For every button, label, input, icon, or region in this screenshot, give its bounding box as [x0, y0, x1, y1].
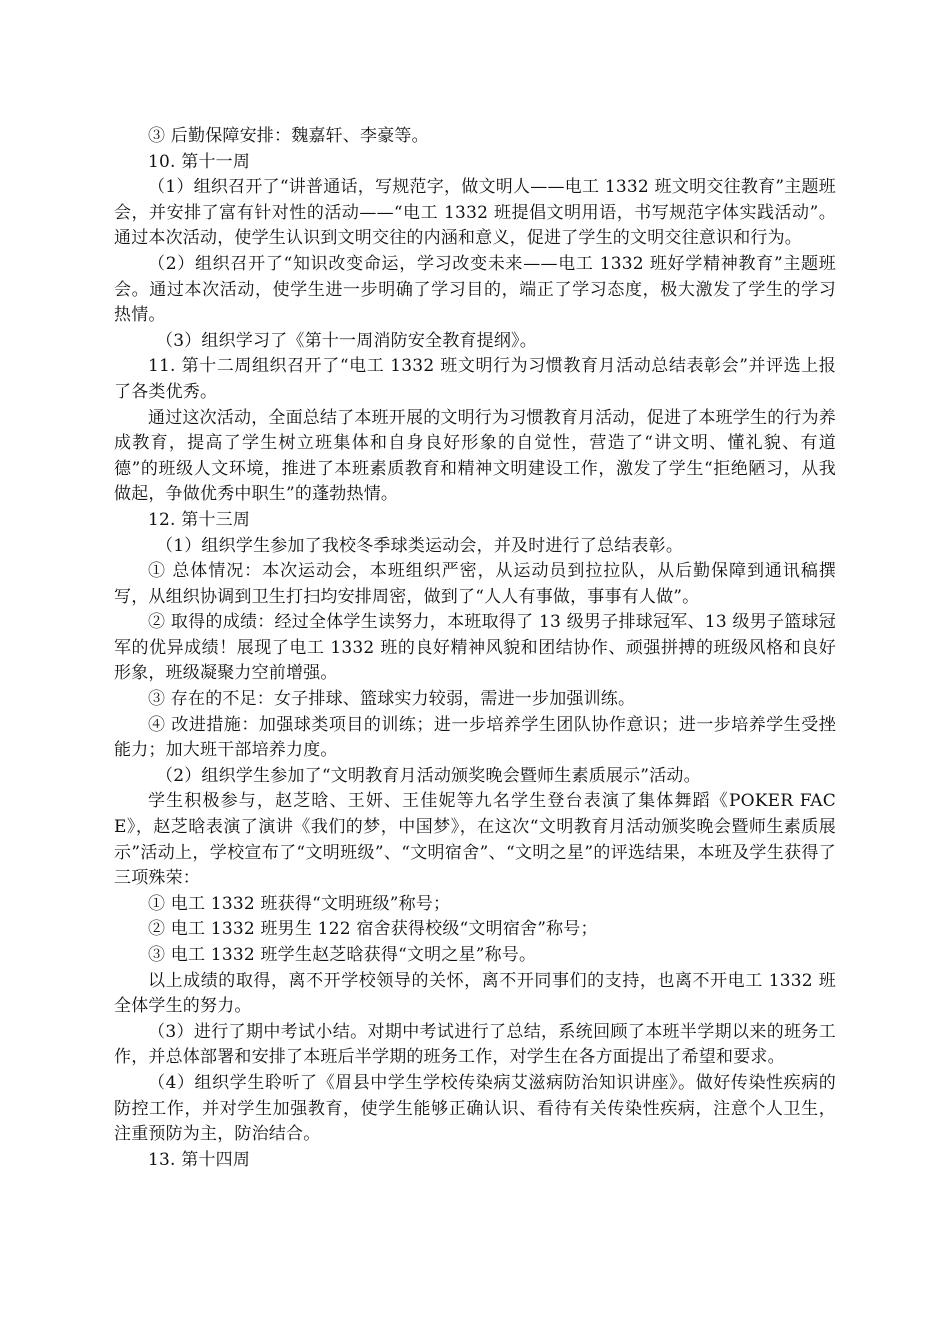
paragraph: （1）组织学生参加了我校冬季球类运动会，并及时进行了总结表彰。 [156, 535, 684, 556]
list-item: ① 总体情况：本次运动会，本班组织严密，从运动员到拉拉队，从后勤保障到通讯稿撰写，从组织协调到卫生打扫均安排周密，做到了“人人有事做，事事有人做”。 [114, 561, 836, 607]
paragraph: （1）组织召开了“讲普通话，写规范字，做文明人——电工 1332 班文明交往教育”主题班会，并安排了富有针对性的活动——“电工 1332 班提倡文明用语，书写规范字体实践活动”。通过本次活动，使学生认识到文明交往的内涵和意义，促进了学生的文明交往意识和行为。 [114, 177, 836, 249]
paragraph: （4）组织学生聆听了《眉县中学生学校传染病艾滋病防治知识讲座》。做好传染性疾病的防控工作，并对学生加强教育，使学生能够正确认识、看待有关传染性疾病，注意个人卫生，注重预防为主，防治结合。 [114, 1072, 836, 1145]
paragraph: （2）组织学生参加了“文明教育月活动颁奖晚会暨师生素质展示”活动。 [156, 765, 701, 786]
list-item: ① 电工 1332 班获得“文明班级”称号； [148, 893, 451, 914]
list-item: ② 取得的成绩：经过全体学生读努力，本班取得了 13 级男子排球冠军、13 级男子篮球冠军的优异成绩！展现了电工 1332 班的良好精神风貌和团结协作、顽强拼搏的班级风格和良好形象，班级凝聚力空前增强。 [114, 612, 836, 684]
section-heading: 12. 第十三周 [148, 509, 251, 530]
section-heading: 11. 第十二周组织召开了“电工 1332 班文明行为习惯教育月活动总结表彰会”并评选上报了各类优秀。 [114, 356, 836, 402]
paragraph: （3）进行了期中考试小结。对期中考试进行了总结，系统回顾了本班半学期以来的班务工作，并总体部署和安排了本班后半学期的班务工作，对学生在各方面提出了希望和要求。 [114, 1021, 836, 1068]
section-heading: 10. 第十一周 [148, 151, 251, 172]
section-heading: 13. 第十四周 [148, 1149, 251, 1170]
paragraph: 通过这次活动，全面总结了本班开展的文明行为习惯教育月活动，促进了本班学生的行为养成教育，提高了学生树立班集体和自身良好形象的自觉性，营造了“讲文明、懂礼貌、有道德”的班级人文环境，推进了本班素质教育和精神文明建设工作，激发了学生“拒绝陋习，从我做起，争做优秀中职生”的蓬勃热情。 [114, 407, 836, 505]
list-item: ③ 电工 1332 班学生赵芝晗获得“文明之星”称号。 [148, 945, 537, 965]
paragraph: （3）组织学习了《第十一周消防安全教育提纲》。 [156, 330, 537, 351]
list-item: ② 电工 1332 班男生 122 宿舍获得校级“文明宿舍”称号； [148, 919, 598, 940]
paragraph: 以上成绩的取得，离不开学校领导的关怀，离不开同事们的支持，也离不开电工 1332 班全体学生的努力。 [114, 970, 836, 1017]
list-item: ③ 存在的不足：女子排球、篮球实力较弱，需进一步加强训练。 [148, 689, 636, 710]
paragraph: ③ 后勤保障安排：魏嘉轩、李豪等。 [148, 126, 429, 146]
paragraph: （2）组织召开了“知识改变命运，学习改变未来——电工 1332 班好学精神教育”主题班会。通过本次活动，使学生进一步明确了学习目的，端正了学习态度，极大激发了学生的学习热情。 [114, 253, 836, 326]
document-body [114, 124, 836, 1173]
list-item: ④ 改进措施：加强球类项目的训练；进一步培养学生团队协作意识；进一步培养学生受挫能力；加大班干部培养力度。 [114, 714, 836, 761]
paragraph: 学生积极参与，赵芝晗、王妍、王佳妮等九名学生登台表演了集体舞蹈《POKER FACE》，赵芝晗表演了演讲《我们的梦，中国梦》，在这次“文明教育月活动颁奖晚会暨师生素质展示”活动上，学校宣布了“文明班级”、“文明宿舍”、“文明之星”的评选结果，本班及学生获得了三项殊荣： [114, 791, 836, 889]
